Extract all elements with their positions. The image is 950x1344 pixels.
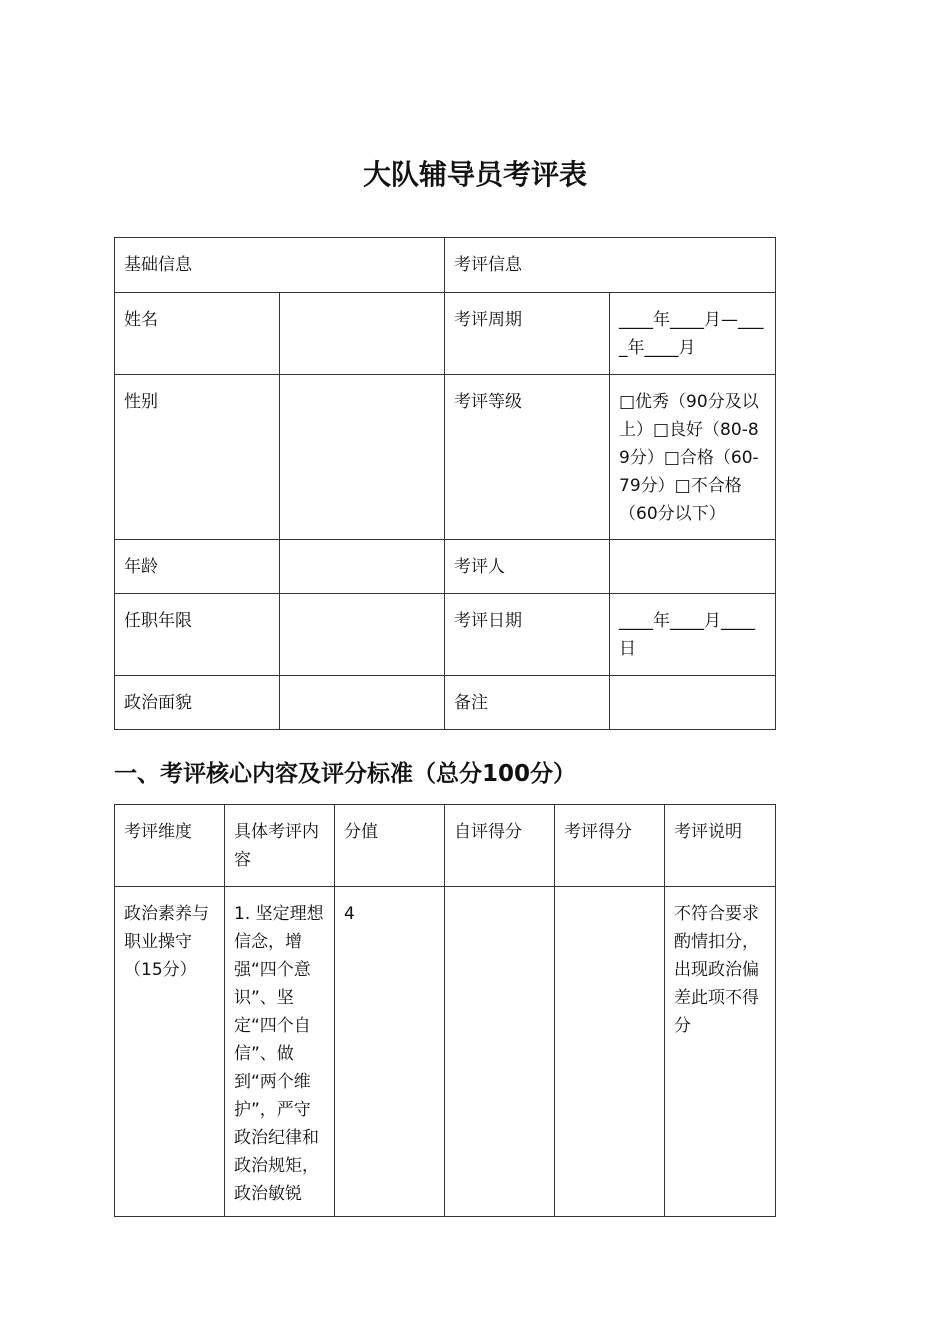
eval-date-label: 考评日期 [445,594,610,676]
table-row [115,887,776,1217]
score-cell: 4 [335,887,445,1217]
eval-date-field[interactable]: ____年____月____日 [610,594,776,676]
remarks-field[interactable] [610,676,776,730]
dimension-cell: 政治素养与职业操守（15分） [115,887,225,1217]
political-status-label: 政治面貌 [115,676,280,730]
col-header-dimension: 考评维度 [115,805,225,887]
info-row-political [115,676,776,730]
name-field[interactable] [280,293,445,375]
basic-info-table [114,237,776,730]
info-row-gender [115,375,776,540]
content-cell: 1. 坚定理想信念，增强“四个意识”、坚定“四个自信”、做到“两个维护”，严守政治纪律和政治规矩，政治敏锐 [225,887,335,1217]
info-row-tenure [115,594,776,676]
note-cell: 不符合要求酌情扣分，出现政治偏差此项不得分 [665,887,776,1217]
age-label: 年龄 [115,540,280,594]
tenure-label: 任职年限 [115,594,280,676]
evaluator-field[interactable] [610,540,776,594]
info-row-name [115,293,776,375]
col-header-score: 分值 [335,805,445,887]
eval-score-field[interactable] [555,887,665,1217]
basic-info-header: 基础信息 [115,238,445,293]
name-label: 姓名 [115,293,280,375]
col-header-content: 具体考评内容 [225,805,335,887]
evaluator-label: 考评人 [445,540,610,594]
page-title: 大队辅导员考评表 [362,158,587,191]
self-score-field[interactable] [445,887,555,1217]
col-header-eval-score: 考评得分 [555,805,665,887]
info-header-row [115,238,776,293]
gender-label: 性别 [115,375,280,540]
gender-field[interactable] [280,375,445,540]
col-header-self-score: 自评得分 [445,805,555,887]
age-field[interactable] [280,540,445,594]
col-header-note: 考评说明 [665,805,776,887]
tenure-field[interactable] [280,594,445,676]
eval-grade-label: 考评等级 [445,375,610,540]
eval-period-label: 考评周期 [445,293,610,375]
remarks-label: 备注 [445,676,610,730]
eval-grade-options[interactable]: □优秀（90分及以上）□良好（80-89分）□合格（60-79分）□不合格（60分以下） [610,375,776,540]
scoring-table [114,804,776,1217]
info-row-age [115,540,776,594]
political-status-field[interactable] [280,676,445,730]
scoring-header-row [115,805,776,887]
evaluation-info-header: 考评信息 [445,238,776,293]
section-heading: 一、考评核心内容及评分标准（总分100分） [114,761,577,787]
eval-period-field[interactable]: ____年____月—____年____月 [610,293,776,375]
